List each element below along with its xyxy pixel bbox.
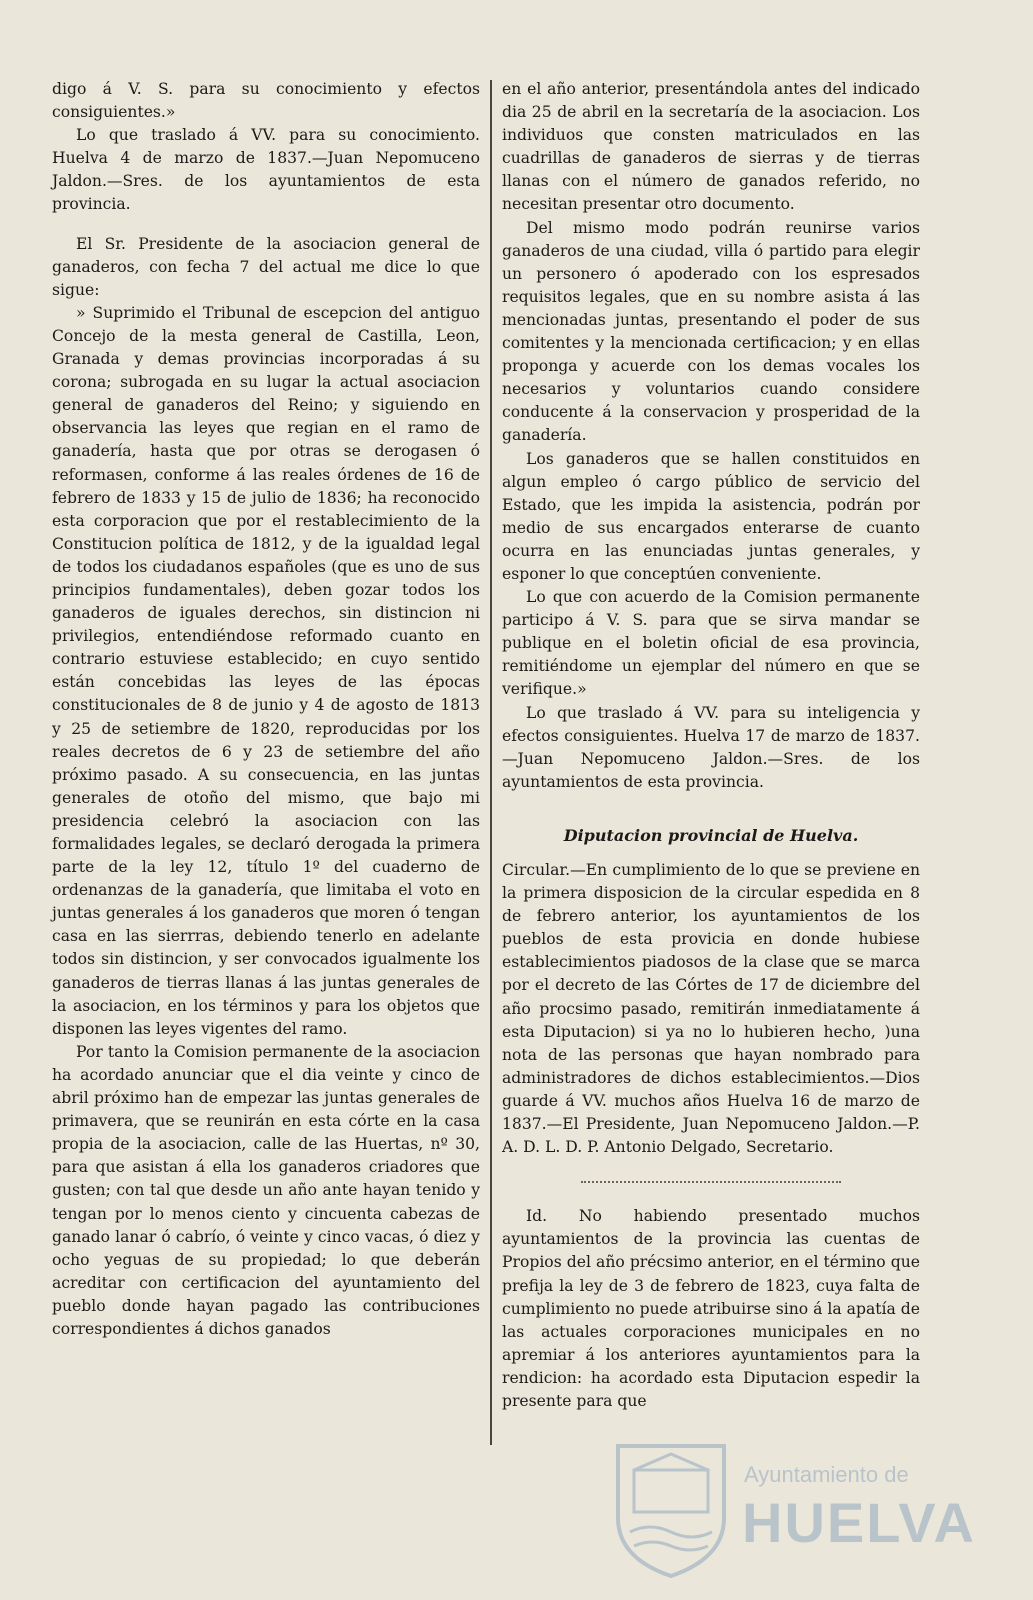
watermark-line-2: HUELVA	[742, 1491, 976, 1554]
section-divider	[581, 1181, 841, 1183]
column-divider	[490, 80, 492, 1445]
left-column	[52, 78, 480, 1341]
watermark-line-1: Ayuntamiento de	[744, 1462, 909, 1487]
right-paragraph-6: Circular.—En cumplimiento de lo que se previene en la primera disposicion de la circular espedida en 8 de febrero anterior, los ayuntamientos de los pueblos de esta provicia en donde hubiese establecimientos piadosos de la clase que se marca por el decreto de las Córtes de 17 de diciembre del año procsimo pasado, remitirán inmediatamente á esta Diputacion) si ya no lo hubieren hecho, )una nota de las personas que hayan nombrado para administradores de dichos establecimientos.—Dios guarde á VV. muchos años Huelva 16 de marzo de 1837.—El Presidente, Juan Nepomuceno Jaldon.—P. A. D. L. D. P. Antonio Delgado, Secretario.	[502, 861, 920, 1157]
right-column	[502, 78, 920, 1413]
right-paragraph-5: Lo que traslado á VV. para su inteligencia y efectos consiguientes. Huelva 17 de marzo de 1837.—Juan Nepomuceno Jaldon.—Sres. de los ayuntamientos de esta provincia.	[502, 703, 920, 791]
right-paragraph-7: Id. No habiendo presentado muchos ayuntamientos de la provincia las cuentas de Propios del año précsimo anterior, en el término que prefija la ley de 3 de febrero de 1823, cuya falta de cumplimiento no puede atribuirse sino á la apatía de las actuales corporaciones municipales en no apremiar á los anteriores ayuntamientos para la rendicion: ha acordado esta Diputacion espedir la presente para que	[502, 1207, 920, 1410]
right-paragraph-2: Del mismo modo podrán reunirse varios ganaderos de una ciudad, villa ó partido para elegir un personero ó apoderado con los espresados requisitos legales, que en su nombre asista á las mencionadas juntas, presentando el poder de sus comitentes y la mencionada certificacion; y en ellas proponga y acuerde con los demas vocales los necesarios y voluntarios cuando considere conducente á la conservacion y prosperidad de la ganadería.	[502, 218, 920, 445]
left-paragraph-1: digo á V. S. para su conocimiento y efectos consiguientes.»	[52, 80, 480, 122]
shield-icon	[612, 1440, 730, 1580]
left-paragraph-5: Por tanto la Comision permanente de la asociacion ha acordado anunciar que el dia veinte y cinco de abril próximo han de empezar las juntas generales de primavera, que se reunirán en esta córte en la casa propia de la asociacion, calle de las Huertas, nº 30, para que asistan á ella los ganaderos criadores que gusten; con tal que desde un año ante hayan tenido y tengan por lo menos ciento y cincuenta cabezas de ganado lanar ó cabrío, ó veinte y cinco vacas, ó diez y ocho yeguas de su propiedad; lo que deberán acreditar con certificacion del ayuntamiento del pueblo donde hayan pagado las contribuciones correspondientes á dichos ganados	[52, 1042, 480, 1338]
right-paragraph-4: Lo que con acuerdo de la Comision permanente participo á V. S. para que se sirva mandar se publique en el boletin oficial de esa provincia, remitiéndome un ejemplar del número en que se verifique.»	[502, 588, 920, 699]
left-paragraph-3: El Sr. Presidente de la asociacion general de ganaderos, con fecha 7 del actual me dice lo que sigue:	[52, 234, 480, 299]
right-paragraph-3: Los ganaderos que se hallen constituidos en algun empleo ó cargo público de servicio del Estado, que les impida la asistencia, podrán por medio de sus encargados enterarse de cuanto ocurra en las enunciadas juntas generales, y esponer lo que conceptúen conveniente.	[502, 449, 920, 583]
right-paragraph-1: en el año anterior, presentándola antes del indicado dia 25 de abril en la secretaría de la asociacion. Los individuos que consten matriculados en las cuadrillas de ganaderos de sierras y de tierras llanas con el número de ganados referido, no necesitan presentar otro documento.	[502, 80, 920, 214]
watermark-logo	[612, 1432, 976, 1582]
section-heading: Diputacion provincial de Huelva.	[563, 825, 859, 845]
left-paragraph-2: Lo que traslado á VV. para su conocimiento. Huelva 4 de marzo de 1837.—Juan Nepomuceno Jaldon.—Sres. de los ayuntamientos de esta provincia.	[52, 126, 480, 214]
left-paragraph-4: » Suprimido el Tribunal de escepcion del antiguo Concejo de la mesta general de Castilla, Leon, Granada y demas provincias incorporadas á su corona; subrogada en su lugar la actual asociacion general de ganaderos del Reino; y siguiendo en observancia las leyes que regian en el ramo de ganadería, hasta que por otras se derogasen ó reformasen, conforme á las reales órdenes de 16 de febrero de 1833 y 15 de julio de 1836; ha reconocido esta corporacion que por el restablecimiento de la Constitucion política de 1812, y de la igualdad legal de todos los ciudadanos españoles (que es uno de sus principios fundamentales), deben gozar todos los ganaderos de iguales derechos, sin distincion ni privilegios, entendiéndose reformado cuanto en contrario estuviese establecido; en cuyo sentido están concebidas las leyes de las épocas constitucionales de 8 de junio y 4 de agosto de 1813 y 25 de setiembre de 1820, reproducidas por los reales decretos de 6 y 23 de setiembre del año próximo pasado. A su consecuencia, en las juntas generales de otoño del mismo, que bajo mi presidencia celebró la asociacion con las formalidades legales, se declaró derogada la primera parte de la ley 12, título 1º del cuaderno de ordenanzas de la ganadería, que limitaba el voto en juntas generales á los ganaderos que moren ó tengan casa en las sierrras, debiendo tenerlo en adelante todos sin distincion, y ser convocados igualmente los ganaderos de tierras llanas á las juntas generales de la asociacion, en los términos y para los objetos que disponen las leyes vigentes del ramo.	[52, 303, 480, 1038]
